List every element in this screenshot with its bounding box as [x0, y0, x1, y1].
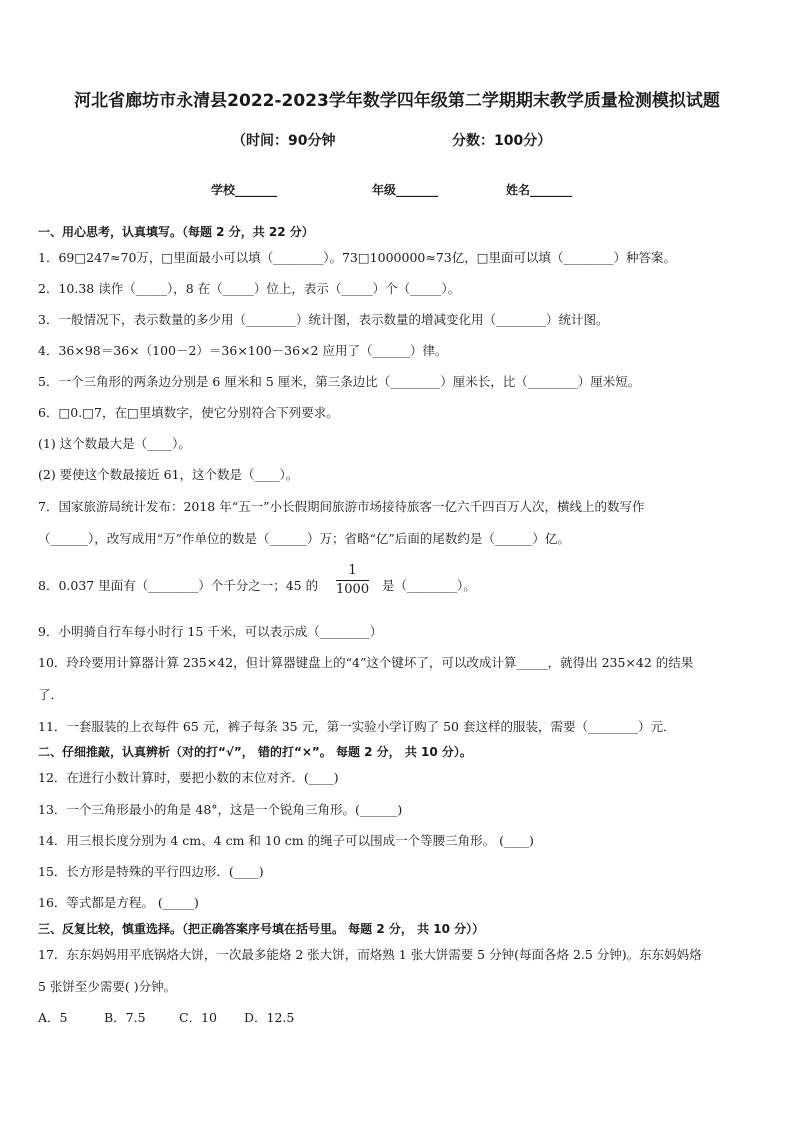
option-d: D．12.5: [244, 1010, 295, 1025]
option-b: B．7.5: [104, 1010, 146, 1025]
section-heading-3: 三、反复比较，慎重选择。（把正确答案序号填在括号里。 每题 2 分， 共 10 分））: [38, 922, 485, 936]
question-6-part-2: (2) 要使这个数最接近 61，这个数是（____）。: [38, 467, 299, 482]
question-11: 11．一套服装的上衣每件 65 元，裤子每条 35 元，第一实验小学订购了 50 套这样的服装，需要（________）元．: [38, 719, 676, 734]
question-10-line-1: 10．玲玲要用计算器计算 235×42，但计算器键盘上的“4”这个键坏了，可以改成计算_____，就得出 235×42 的结果: [38, 655, 694, 670]
question-6-part-1: (1) 这个数最大是（____）。: [38, 436, 191, 451]
grade-field: 年级_______: [372, 183, 439, 197]
fraction-denominator: 1000: [336, 582, 370, 597]
question-17-options: [38, 1009, 758, 1029]
question-17-line-2: 5 张饼至少需要( )分钟。: [38, 979, 177, 994]
section-heading-1: 一、用心思考，认真填写。（每题 2 分，共 22 分）: [38, 225, 314, 239]
exam-meta: [0, 130, 794, 152]
fraction-numerator: 1: [336, 562, 369, 581]
question-8-text-b: 是（________）。: [382, 578, 476, 593]
question-2: 2．10.38 读作（_____），8 在（_____）位上，表示（_____）个（_____）。: [38, 281, 461, 296]
section-heading-2: 二、仔细推敲，认真辨析（对的打“√”， 错的打“×”。 每题 2 分， 共 10 分）。: [38, 745, 472, 759]
question-12: 12．在进行小数计算时，要把小数的末位对齐．(____): [38, 770, 339, 785]
school-field: 学校_______: [211, 183, 278, 197]
exam-score: 分数：100分）: [452, 133, 552, 149]
question-3: 3．一般情况下，表示数量的多少用（________）统计图，表示数量的增减变化用（________）统计图。: [38, 312, 609, 327]
question-8-text-a: 8．0.037 里面有（________）个千分之一；45 的: [38, 578, 319, 593]
fraction: [336, 562, 369, 599]
question-6: 6．□0.□7，在□里填数字，使它分别符合下列要求。: [38, 405, 339, 420]
question-15: 15．长方形是特殊的平行四边形．(____): [38, 864, 264, 879]
question-7-line-2: （______），改写成用“万”作单位的数是（______）万；省略“亿”后面的尾数约是（______）亿。: [38, 531, 570, 546]
question-16: 16．等式都是方程。 (_____): [38, 895, 199, 910]
question-10-line-2: 了．: [38, 687, 64, 702]
question-17-line-1: 17．东东妈妈用平底锅烙大饼，一次最多能烙 2 张大饼，而烙熟 1 张大饼需要 5 分钟(每面各烙 2.5 分钟)。东东妈妈烙: [38, 947, 702, 962]
page-title: 河北省廊坊市永清县2022-2023学年数学四年级第二学期期末教学质量检测模拟试题: [74, 91, 720, 111]
question-4: 4．36×98＝36×（100－2）＝36×100－36×2 应用了（______）律。: [38, 343, 448, 358]
question-14: 14．用三根长度分别为 4 cm、4 cm 和 10 cm 的绳子可以围成一个等腰三角形。 (____): [38, 833, 534, 848]
option-a: A．5: [38, 1010, 68, 1025]
option-c: C．10: [179, 1010, 217, 1025]
question-9: 9．小明骑自行车每小时行 15 千米，可以表示成（________）: [38, 624, 383, 639]
question-1: 1．69□247≈70万，□里面最小可以填（________）。73□1000000≈73亿，□里面可以填（________）种答案。: [38, 250, 677, 265]
exam-time: （时间：90分钟: [232, 133, 336, 149]
question-13: 13．一个三角形最小的角是 48°，这是一个锐角三角形。(______): [38, 802, 403, 817]
question-7-line-1: 7．国家旅游局统计发布：2018 年“五一”小长假期间旅游市场接待旅客一亿六千四百万人次，横线上的数写作: [38, 499, 645, 514]
question-5: 5．一个三角形的两条边分别是 6 厘米和 5 厘米，第三条边比（________）厘米长，比（________）厘米短。: [38, 374, 641, 389]
name-field: 姓名_______: [506, 183, 573, 197]
